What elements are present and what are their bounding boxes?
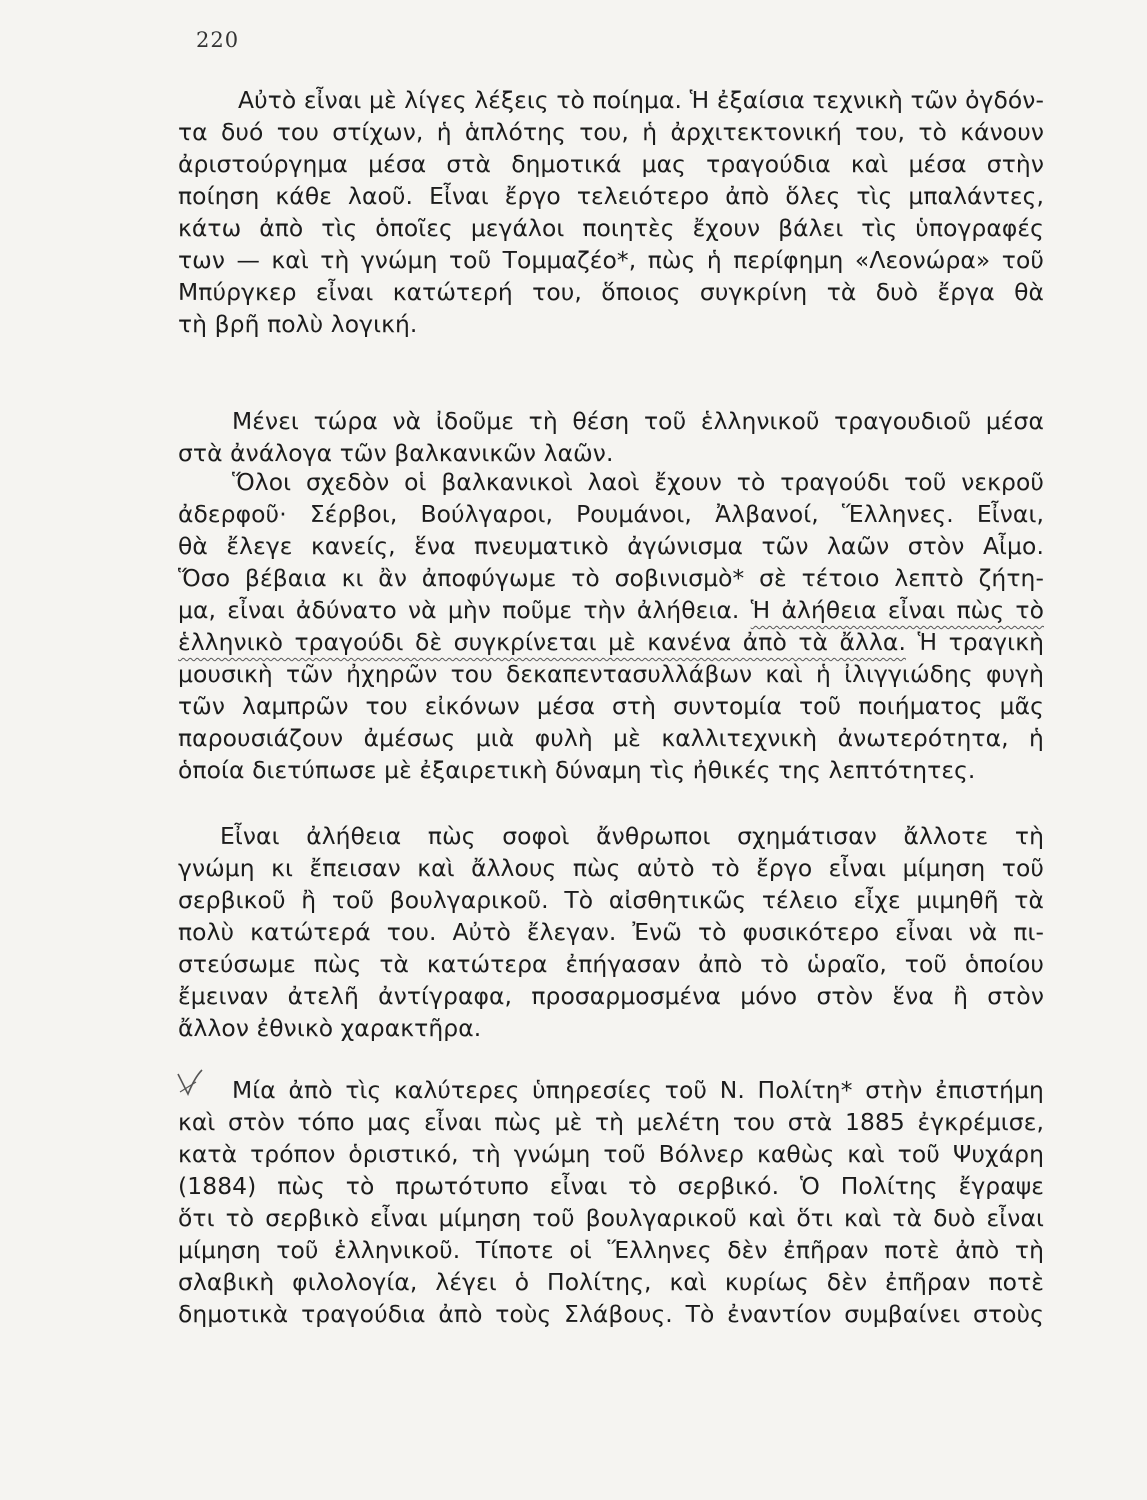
paragraph-3	[178, 466, 1044, 786]
underlined-phrase: Ἡ ἀλήθεια εἶναι πὼς τὸ	[750, 596, 1045, 624]
text-line: κάτω ἀπὸ τὶς ὁποῖες μεγάλοι ποιητὲς ἔχουν βάλει τὶς ὑπογραφές	[178, 214, 1044, 242]
text-line: Μία ἀπὸ τὶς καλύτερες ὑπηρεσίες τοῦ Ν. Πολίτη* στὴν ἐπιστήμη	[232, 1076, 1044, 1104]
text-line: θὰ ἔλεγε κανείς, ἕνα πνευματικὸ ἀγώνισμα τῶν λαῶν στὸν Αἶμο.	[178, 532, 1044, 560]
underlined-phrase: ἑλληνικὸ τραγούδι δὲ συγκρίνεται μὲ κανένα ἀπὸ τὰ ἄλλα.	[178, 628, 906, 656]
text-line-with-underline	[178, 626, 1044, 658]
text-line: κατὰ τρόπον ὁριστικό, τὴ γνώμη τοῦ Βόλνερ καθὼς καὶ τοῦ Ψυχάρη	[178, 1140, 1044, 1168]
text-line-start: μα, εἶναι ἀδύνατο νὰ μὴν ποῦμε τὴν ἀλήθεια.	[178, 596, 740, 624]
text-line: γνώμη κι ἔπεισαν καὶ ἄλλους πὼς αὐτὸ τὸ ἔργο εἶναι μίμηση τοῦ	[178, 854, 1044, 882]
text-line: πολὺ κατώτερά του. Αὐτὸ ἔλεγαν. Ἐνῶ τὸ φυσικότερο εἶναι νὰ πι-	[178, 918, 1044, 946]
text-line-with-underline	[178, 594, 1044, 626]
text-line: Μένει τώρα νὰ ἰδοῦμε τὴ θέση τοῦ ἑλληνικοῦ τραγουδιοῦ μέσα	[232, 407, 1044, 435]
paragraph-5	[178, 1074, 1044, 1330]
text-line: ἀδερφοῦ· Σέρβοι, Βούλγαροι, Ρουμάνοι, Ἀλβανοί, Ἕλληνες. Εἶναι,	[178, 500, 1044, 528]
text-line: παρουσιάζουν ἀμέσως μιὰ φυλὴ μὲ καλλιτεχνικὴ ἀνωτερότητα, ἡ	[178, 724, 1044, 752]
text-line: στὰ ἀνάλογα τῶν βαλκανικῶν λαῶν.	[178, 439, 614, 467]
text-line: σερβικοῦ ἢ τοῦ βουλγαρικοῦ. Τὸ αἰσθητικῶς τέλειο εἶχε μιμηθῆ τὰ	[178, 886, 1044, 914]
paragraph-2	[178, 405, 1044, 469]
text-line: Ὅσο βέβαια κι ἂν ἀποφύγωμε τὸ σοβινισμὸ* σὲ τέτοιο λεπτὸ ζήτη-	[178, 564, 1044, 592]
text-line: (1884) πὼς τὸ πρωτότυπο εἶναι τὸ σερβικό. Ὁ Πολίτης ἔγραψε	[178, 1172, 1044, 1200]
text-line: των — καὶ τὴ γνώμη τοῦ Τομμαζέο*, πὼς ἡ περίφημη «Λεονώρα» τοῦ	[178, 246, 1044, 274]
text-line-tail: Ἡ τραγικὴ	[917, 628, 1044, 656]
paragraph-1	[178, 84, 1044, 340]
text-line: σλαβικὴ φιλολογία, λέγει ὁ Πολίτης, καὶ κυρίως δὲν ἐπῆραν ποτὲ	[178, 1268, 1044, 1296]
text-line: ἄλλον ἐθνικὸ χαρακτῆρα.	[178, 1014, 482, 1042]
text-line: ὁποία διετύπωσε μὲ ἐξαιρετικὴ δύναμη τὶς ἠθικές της λεπτότητες.	[178, 756, 976, 784]
text-line: ὅτι τὸ σερβικὸ εἶναι μίμηση τοῦ βουλγαρικοῦ καὶ ὅτι καὶ τὰ δυὸ εἶναι	[178, 1204, 1044, 1232]
text-line: Ὅλοι σχεδὸν οἱ βαλκανικοὶ λαοὶ ἔχουν τὸ τραγούδι τοῦ νεκροῦ	[232, 468, 1044, 496]
text-line: ἔμειναν ἀτελῆ ἀντίγραφα, προσαρμοσμένα μόνο στὸν ἕνα ἢ στὸν	[178, 982, 1044, 1010]
text-line: τα δυό του στίχων, ἡ ἁπλότης του, ἡ ἀρχιτεκτονική του, τὸ κάνουν	[178, 118, 1044, 146]
text-line: τὴ βρῆ πολὺ λογική.	[178, 310, 418, 338]
text-line: ποίηση κάθε λαοῦ. Εἶναι ἔργο τελειότερο ἀπὸ ὅλες τὶς μπαλάντες,	[178, 182, 1044, 210]
text-line: ἀριστούργημα μέσα στὰ δημοτικά μας τραγούδια καὶ μέσα στὴν	[178, 150, 1044, 178]
text-line: στεύσωμε πὼς τὰ κατώτερα ἐπήγασαν ἀπὸ τὸ ὡραῖο, τοῦ ὁποίου	[178, 950, 1044, 978]
text-line: Αὐτὸ εἶναι μὲ λίγες λέξεις τὸ ποίημα. Ἡ ἐξαίσια τεχνικὴ τῶν ὀγδόν-	[238, 86, 1044, 114]
text-line: δημοτικὰ τραγούδια ἀπὸ τοὺς Σλάβους. Τὸ ἐναντίον συμβαίνει στοὺς	[178, 1300, 1044, 1328]
text-line: μίμηση τοῦ ἑλληνικοῦ. Τίποτε οἱ Ἕλληνες δὲν ἐπῆραν ποτὲ ἀπὸ τὴ	[178, 1236, 1044, 1264]
text-line: Μπύργκερ εἶναι κατώτερή του, ὅποιος συγκρίνη τὰ δυὸ ἔργα θὰ	[178, 278, 1044, 306]
text-line: μουσικὴ τῶν ἠχηρῶν του δεκαπεντασυλλάβων καὶ ἡ ἰλιγγιώδης φυγὴ	[178, 660, 1044, 688]
text-line: Εἶναι ἀλήθεια πὼς σοφοὶ ἄνθρωποι σχημάτισαν ἄλλοτε τὴ	[220, 822, 1044, 850]
paragraph-4	[178, 820, 1044, 1044]
text-line: τῶν λαμπρῶν του εἰκόνων μέσα στὴ συντομία τοῦ ποιήματος μᾶς	[178, 692, 1044, 720]
text-line: καὶ στὸν τόπο μας εἶναι πὼς μὲ τὴ μελέτη του στὰ 1885 ἐγκρέμισε,	[178, 1108, 1044, 1136]
page-number: 220	[196, 28, 240, 52]
